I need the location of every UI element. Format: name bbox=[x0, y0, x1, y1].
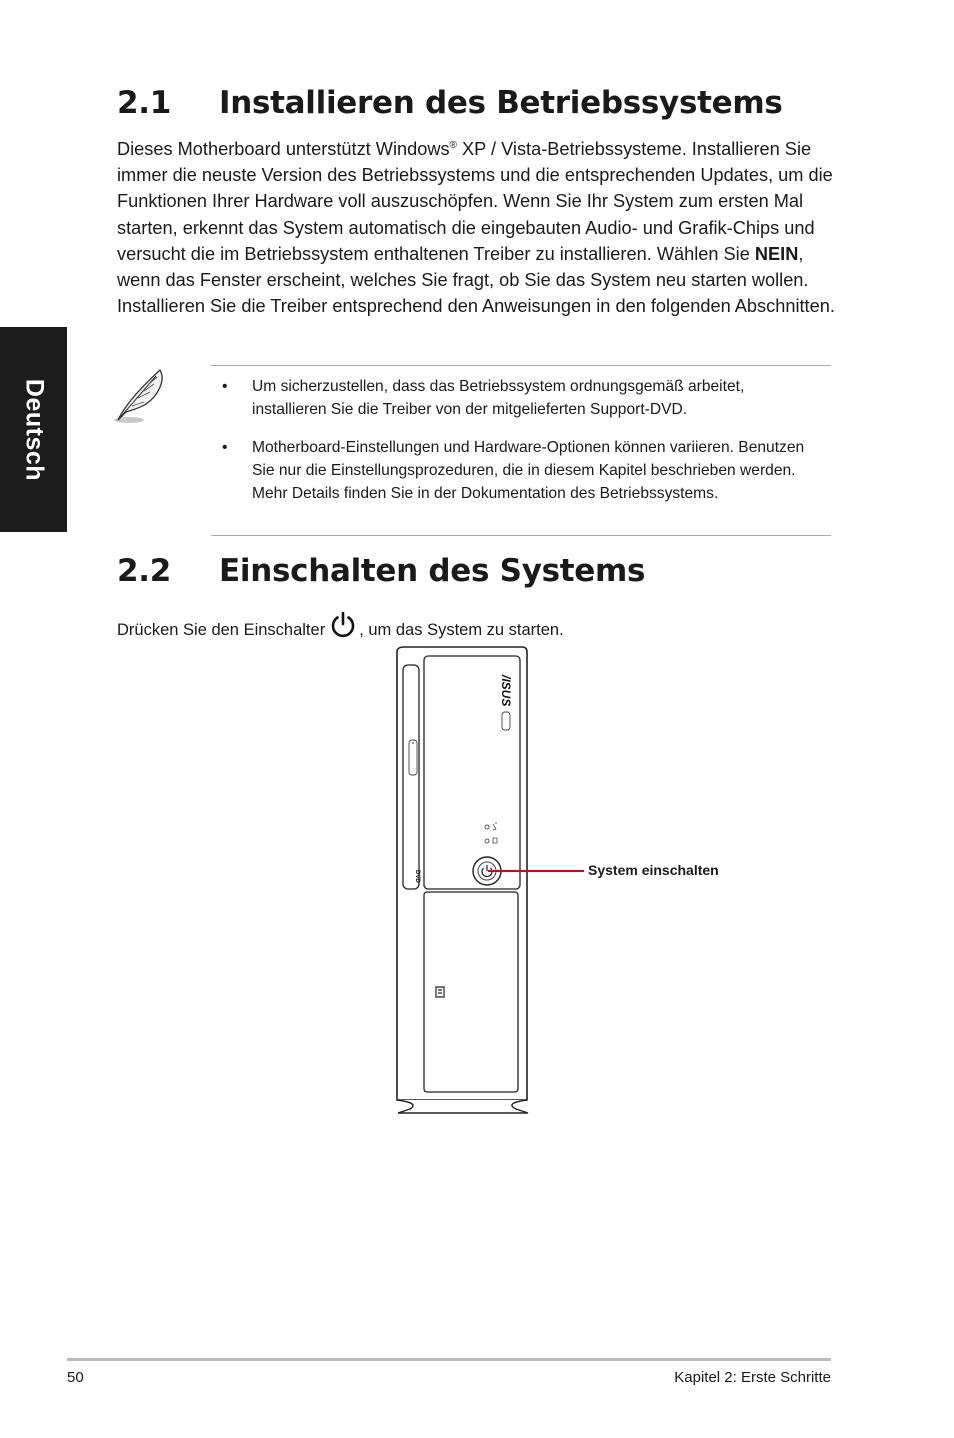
language-side-tab-label: Deutsch bbox=[20, 378, 48, 481]
power-callout-label: System einschalten bbox=[588, 862, 719, 878]
brand-logo: /ISUS bbox=[499, 675, 513, 707]
paragraph-text-bold: NEIN bbox=[754, 243, 799, 264]
note-bottom-rule bbox=[211, 535, 831, 536]
chapter-title: Kapitel 2: Erste Schritte bbox=[674, 1369, 831, 1386]
footer-rule bbox=[67, 1358, 831, 1361]
note-item-text: Motherboard-Einstellungen und Hardware-Optionen können variieren. Benutzen Sie nur die Einstellungsprozeduren, die in diesem Kapitel beschrieben werden. Mehr Details finden Sie in der Dokumentation des Betriebssystems. bbox=[252, 439, 805, 502]
page-number: 50 bbox=[67, 1369, 84, 1386]
section-2-1-number: 2.1 bbox=[117, 85, 172, 121]
section-2-2-title: Einschalten des Systems bbox=[219, 553, 646, 589]
paragraph-text-b: XP / Vista-Betriebssysteme. Installieren Sie immer die neuste Version des Betriebssystems und die entsprechenden Updates, um die Funktionen Ihrer Hardware voll auszuschöpfen. Wenn Sie Ihr System zum ersten Mal starten, erkennt das System automatisch die eingebauten Audio- und Grafik-Chips und versucht die im Betriebssystem enthaltenen Treiber zu installieren. Wählen Sie bbox=[117, 139, 833, 264]
dvd-logo: DVD bbox=[414, 870, 420, 883]
section-2-2-number: 2.2 bbox=[117, 553, 172, 589]
power-instruction bbox=[117, 611, 564, 640]
paragraph-text-c: , wenn das Fenster erscheint, welches Sie fragt, ob Sie das System neu starten wollen. Installieren Sie die Treiber entsprechend den Anweisungen in den folgenden Abschnitten. bbox=[117, 243, 835, 317]
language-side-tab bbox=[0, 327, 67, 532]
section-2-1-heading bbox=[117, 85, 783, 121]
power-callout-line bbox=[488, 870, 584, 872]
note-item bbox=[212, 436, 822, 505]
bullet: • bbox=[222, 378, 228, 395]
note-item bbox=[212, 375, 822, 421]
power-instruction-after: , um das System zu starten. bbox=[359, 621, 564, 639]
bullet: • bbox=[222, 439, 228, 456]
power-instruction-before: Drücken Sie den Einschalter bbox=[117, 621, 326, 639]
paragraph-text-a: Dieses Motherboard unterstützt Windows bbox=[117, 139, 450, 159]
registered-mark: ® bbox=[449, 140, 457, 151]
section-2-2-heading bbox=[117, 553, 645, 589]
feather-pen-icon bbox=[110, 364, 172, 428]
note-list bbox=[212, 375, 822, 520]
power-icon bbox=[329, 611, 357, 639]
section-2-1-paragraph bbox=[117, 136, 837, 319]
section-2-1-title: Installieren des Betriebssystems bbox=[219, 85, 783, 121]
note-top-rule bbox=[211, 365, 831, 366]
desktop-pc-illustration bbox=[390, 645, 540, 1120]
note-item-text: Um sicherzustellen, dass das Betriebssystem ordnungsgemäß arbeitet, installieren Sie die Treiber von der mitgelieferten Support-DVD. bbox=[252, 378, 745, 418]
